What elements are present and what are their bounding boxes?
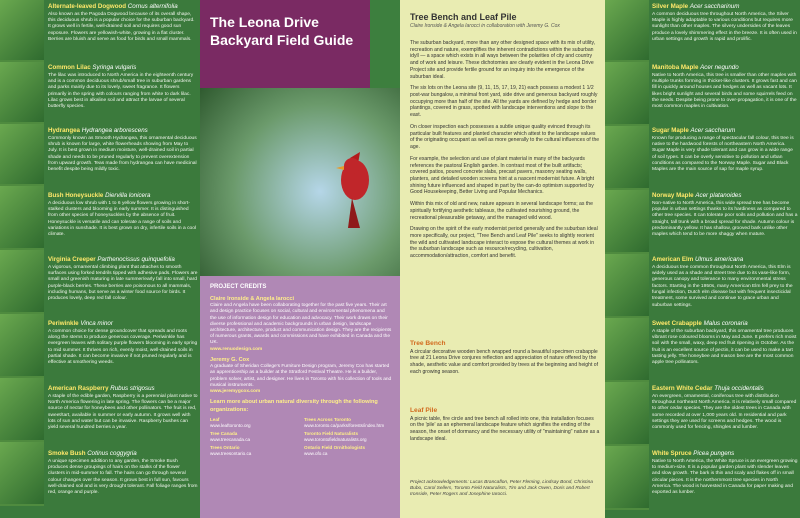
cardinal-bird-icon <box>330 150 380 230</box>
tree-bench-section <box>410 340 600 376</box>
credits-heading: PROJECT CREDITS <box>210 284 267 290</box>
plant-entry: Periwinkle Vinca minor A common choice for dense groundcover that spreads and roots along the stems to produce generous coverage. Periwinkle has evergreen leaves with solitary purple flowers blooming in early spring to mid summer. It thrives on rich, evenly moist, well-drained soils in partial shade. It can become invasive if not pruned regularly and is effective at smothering weeds. <box>48 320 198 366</box>
center-paragraph: For example, the selection and use of plant material in many of the backyards references the pastoral English garden. In contrast most of the built artifacts; covered patios, poured concrete slabs, precast pavers, masonry seating walls, planters, and detailed wooden screens hint at a nascent modernist future. A bright shining future influenced and shaped in part by the can-do optimism supported by Good Housekeeping, Better Living and Popular Mechanics. <box>410 155 595 196</box>
center-credit: Claire Ironside & Angela Iarocci in collaboration with Jeremy G. Cox <box>410 23 560 29</box>
tree-photo <box>605 190 649 252</box>
org-item[interactable]: Trees Ontario www.treesontario.ca <box>210 444 252 456</box>
leaf-pile-text: A picnic table, fire circle and tree bench all rolled into one, this installation focuses on the 'pile' as an ephemeral landscape feature which signifies the ending of the season, the onset of dormancy and the necessary utility of "maintaining" nature as a landscape ideal. <box>410 415 600 442</box>
plant-photo <box>0 0 44 60</box>
tree-entry: Norway Maple Acer platanoides Non-native to North America, this wide spread tree has become popular in urban settings thanks to its hardiness as compared to other tree species. It can tolerate poor soils and pollution and has a straight, tall trunk with a broad spread for shade. Autumn colour is predominantly yellow. It has shallow, grooved bark unlike other maples which tend to be more shaggy when mature. <box>652 192 798 238</box>
plant-entry: American Raspberry Rubus strigosus A staple of the edible garden, Raspberry is a perennial plant native to North America flowering in late spring. The flowers can be a major source of nectar for honeybees and other pollinators. The fruit is red, sweet/tart, available in summer or early autumn. It grows well with lots of sun and water but can be invasive. Raspberry bushes can yield several hundred berries a year. <box>48 385 198 431</box>
org-item[interactable]: Trees Across Toronto www.toronto.ca/parks/forests/index.htm <box>304 416 385 428</box>
org-item[interactable]: Toronto Field Naturalists www.torontofieldnaturalists.org <box>304 430 367 442</box>
project-credits-panel <box>200 276 400 518</box>
credit-person-2-text: A graduate of Sheridan College's Furniture Design program, Jeremy Cox has started an apprenticeship as a builder at the Stratford Festival Theatre. He is a builder, problem solver, artist, and designer. He lives in Toronto with his collection of tools and musical instruments. <box>210 364 392 388</box>
center-body <box>410 40 600 265</box>
page-title: The Leona Drive Backyard Field Guide <box>210 14 354 48</box>
plant-entry: Smoke Bush Cotinus coggygria A unique specimen addition to any garden, the Smoke Bush produces dense groupings of hairs on the stalks of the flower clusters in mid-summer to fall. The hairs can go through several colour changes over the season. It grows best in full sun, favours well-drained soil and is very drought tolerant. Fall foliage ranges from red, orange and purple. <box>48 450 198 496</box>
center-paragraph: Within this mix of old and new, nature appears in several landscape forms; as the spiritually fortifying aesthetic tableaux, the cultivated nourishing ground, the recreational pleasurable getaway, and the managed wild wood. <box>410 201 593 221</box>
plant-entry: Hydrangea Hydrangea arborescens Commonly known as Smooth Hydrangea, this ornamental deciduous shrub is known for large, white flowerheads showing from May to July. It is best grown in medium moisture, well-drained soil in partial shade and needs to be pruned regularly to prevent overextension from upward growth. Teas made from hydrangea can have medicinal benefit despite being mildly toxic. <box>48 127 197 173</box>
credit-person-2-link[interactable]: www.jeremygcox.com <box>210 389 261 395</box>
organizations-list <box>210 417 392 457</box>
tree-entry: American Elm Ulmus americana A deciduous tree common throughout North America, this Elm is widely used as a shade and street tree due to its vase-like form, generous canopy and tolerance to many environmental stress factors. Starting in the 1950s, many American Elm fell prey to the fungal infection, Dutch elm disease but with frequent insecticidal treatment, some survived and continue to grace urban and suburban settings. <box>652 256 793 308</box>
tree-photo <box>605 382 649 444</box>
center-paragraph: Drawing on the spirit of the early modernist period generally and the suburban ideal more specifically, our project, "Tree Bench and Leaf Pile" seeks to slightly reorient the wild and cultivated landscape interact to expose the cultural themes at work in the suburban landscape such as resource/recycling, cultivation, accommodation/attraction, comfort and benefit. <box>410 226 598 260</box>
tree-entry: White Spruce Picea pungens Native to North America, the White Spruce is an evergreen growing to medium-size. It is a popular garden plant with slender leaves and slow growth. The bark is thin and scaly and flakes off in small circular pieces. It is the northernmost tree species in North America. The wood is harvested in Canada for paper making and exported as lumber. <box>652 450 798 496</box>
plant-entry: Virginia Creeper Parthenocissus quinquefolia A vigorous, ornamental climbing plant that attaches to smooth surfaces using forked tendrils tipped with adhesive pads. Flowers are small and greenish maturing in late summer/early fall into small, hard purple-black berries. These berries are poisonous to all mammals, including humans, but serve as a winter food source for birds. It produces lovely, deep red fall colour. <box>48 256 198 302</box>
plant-photo <box>0 378 44 440</box>
tree-entry: Manitoba Maple Acer negundo Native to North America, this tree is smaller than other maples with multiple trunks forming in thicket-like clusters. It grows fast and can fill in quickly around houses and hedges as well as vacant lots. It likes bright sunlight and several birds and some squirrels feed on the seeds. Despite being prone to over-propagation, it is one of the most common maples in cultivation. <box>652 64 797 110</box>
credit-person-2: Jeremy G. Cox <box>210 356 250 363</box>
tree-entry: Sweet Crabapple Malus coronaria A staple of the suburban backyard, this ornamental tree produces vibrant rose coloured blooms in May and June. It prefers rich moist soil with the small, waxy, deep red fruit ripening in October. As the fruit is an excellent source of pectin, it can be used to make a tart tasting jelly. The honeybee and mason bee are the most common apple tree pollinators. <box>652 320 797 366</box>
plant-entry: Alternate-leaved Dogwood Cornus alternifolia Also known as the Pagoda Dogwood because of its overall shape, this deciduous shrub is a popular choice for the suburban backyard. It grows well in fertile, well-drained soil and requires good sun exposure. Flowers are yellowish-white, growing in a flat cluster. Berries are bluish and serve as food for birds and small mammals. <box>48 3 195 42</box>
leaf-pile-title: Leaf Pile <box>410 407 438 414</box>
plant-photo <box>0 186 44 248</box>
tree-photo <box>605 446 649 508</box>
learn-more-heading: Learn more about urban natural diversity through the following organizations: <box>210 399 378 413</box>
tree-bench-title: Tree Bench <box>410 340 446 347</box>
org-item[interactable]: Ontario Field Ornithologists www.ofo.ca <box>304 444 365 456</box>
right-photo-strip <box>605 0 649 510</box>
leaf-pile-section <box>410 407 600 443</box>
org-item[interactable]: Leaf www.leaftoronto.org <box>210 416 251 428</box>
credit-person-1-text: Claire and Angela have been collaborating together for the past five years. Their art and design practice focuses on social, cultural and environmental phenomena and the use of information design for education and advocacy. Their work draws on their diverse professional and academic backgrounds in urban design, landscape architecture, architecture, product and communication design. They are the recipients of numerous grants, awards and commissions and have exhibited in Canada and the UK. <box>210 303 392 346</box>
credit-person-1-link[interactable]: www.renuodesign.com <box>210 346 263 352</box>
tree-bench-text: A circular decorative wooden bench wrapped round a beautiful specimen crabapple tree at 21 Leona Drive conjures reflection and appreciation of nature offered by the shade, aesthetic value and comfort provided by trees at the beginning and height of each growing season. <box>410 348 599 375</box>
plant-photo <box>0 442 44 504</box>
plant-photo <box>0 250 44 312</box>
plant-entry: Bush Honeysuckle Diervilla lonicera A deciduous low shrub with 1 to 6 yellow flowers growing in short-stalked clusters and blooming in early summer. It is distinguished from other species of honeysuckles by the absence of fruit. Honeysuckle is versatile and can tolerate a range of soils and variations in sunshade. It is best grown on dry, infertile soils in a cool climate. <box>48 192 197 238</box>
tree-entry: Silver Maple Acer saccharinum A common deciduous tree throughout North America, the Silver Maple is highly adaptable to various conditions but requires more sunlight than other maples. The silvery undersides of the leaves produce a lovely shimmering effect in the breeze. It is often used in urban settings and growth is rapid and prolific. <box>652 3 797 42</box>
plant-photo <box>0 124 44 184</box>
plant-photo <box>0 314 44 376</box>
center-heading: Tree Bench and Leaf Pile <box>410 12 517 22</box>
tree-photo <box>605 62 649 124</box>
plant-photo <box>0 62 44 122</box>
tree-entry: Sugar Maple Acer saccharum Known for producing a range of spectacular fall colour, this tree is native to the hardwood forests of northeastern North America. Sugar Maple is very shade tolerant and can grow in a wide range of soil types. It can be overly sensitive to pollution and urban conditions as compared to the Norway Maple. Sugar and Black Maples are the main source of sap for maple syrup. <box>652 127 794 173</box>
center-paragraph: On closer inspection each possesses a subtle unique quality evinced through its particular built features and planted character which attest to the landscape values of the originating occupant as well as more generally to the cultural influences of the age. <box>410 123 600 151</box>
tree-photo <box>605 318 649 380</box>
tree-photo <box>605 126 649 188</box>
acknowledgements: Project acknowledgements: Lucas Brancaflon, Peter Fleming, Lindsay Bond, Christina Bubo, Carol Sellers, Toronto Field Naturalists, Tim and Jack Owen, Doris and Robert Ironside, Peter Rogers and Josephine Iarocci. <box>410 480 593 498</box>
plant-entry: Common Lilac Syringa vulgaris The lilac was introduced to North America in the eighteenth century and is a common deciduous shrub/small tree in suburban gardens and parks mainly due to its lovely, sweet fragrance. It flowers primarily in the spring with colours ranging from white to dark lilac. Lilac grows best in alkaline soil and attract the larvae of several butterfly species. <box>48 64 194 110</box>
tree-photo <box>605 254 649 316</box>
credit-person-1: Claire Ironside & Angela Iarocci <box>210 295 295 302</box>
org-item[interactable]: Tree Canada www.treecanada.ca <box>210 430 251 442</box>
center-paragraph: The six lots on the Leona site (9, 11, 15, 17, 19, 21) each possess a modest 1 1/2 post-war bungalow, a minimal front yard, side drive and generous backyard roughly occupying more than half of the site. All the yards are defined by hedge and border plantings, covered in grass, spotted with landscape interventions and slope to the east. <box>410 85 598 119</box>
center-header <box>410 12 600 29</box>
left-photo-strip <box>0 0 44 506</box>
center-paragraph: The suburban backyard, more than any other designed space with its mix of utility, recreation and nature, exemplifies the inherent contradictions within the suburban idyll — a space which exists in all ways between the polarities of city and country and of work and leisure. These dichotomies are clearly evident in the Leona Drive Project site and provide fertile ground for an inquiry into the emergence of the suburban ideal. <box>410 40 596 80</box>
tree-entry: Eastern White Cedar Thuja occidentalis An evergreen, ornamental, coniferous tree with distribution throughout northeast North America. It is relatively small compared to other cedar species. They are the oldest trees in Canada with some recorded at over 1,000 years old. In residential and park settings they are used for screens and hedges. The wood is commonly used for fencing, shingles and lumber. <box>652 385 797 431</box>
tree-photo <box>605 0 649 60</box>
